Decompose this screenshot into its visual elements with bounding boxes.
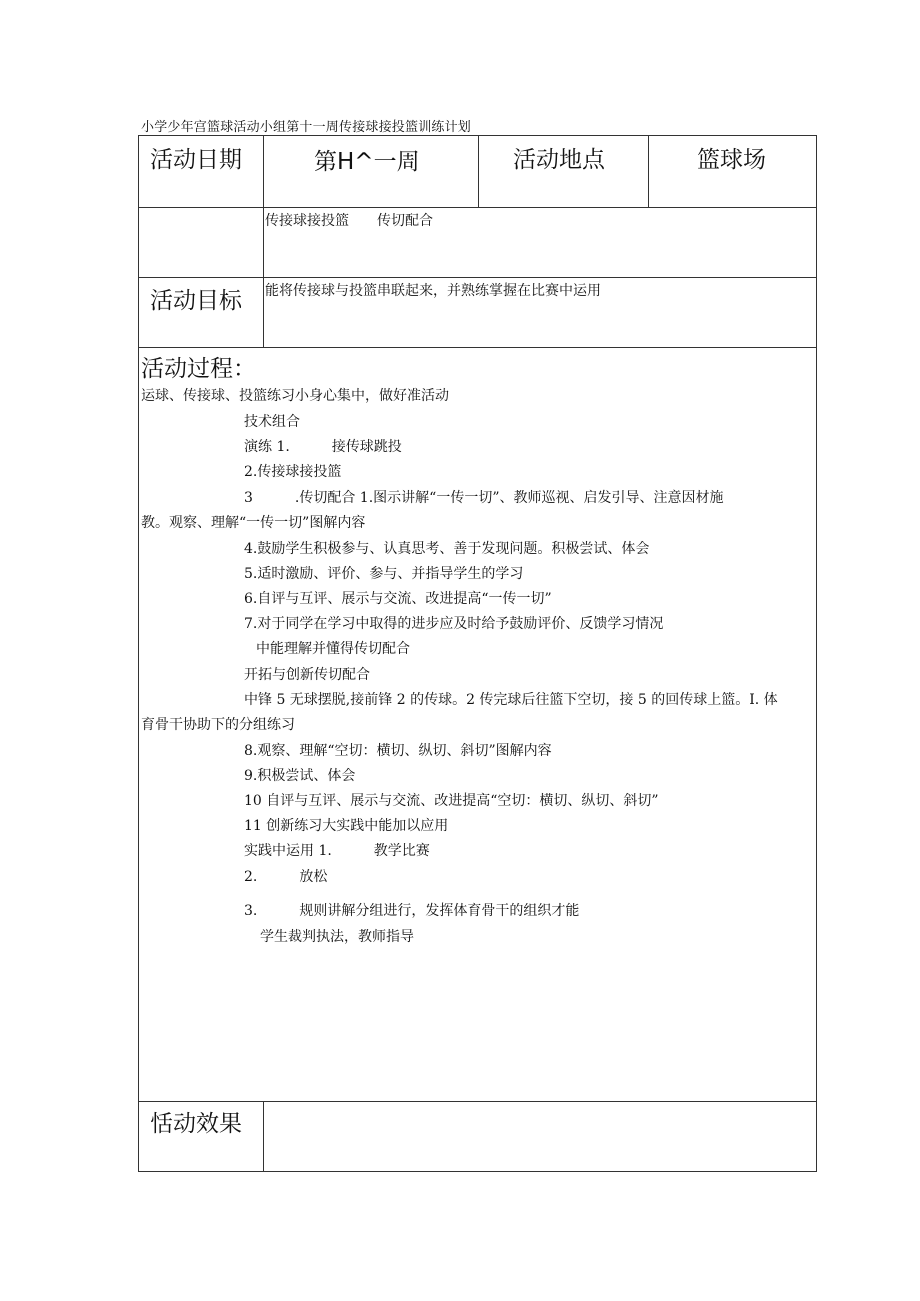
process-line: 技术组合	[244, 414, 300, 430]
col-divider-place-label	[478, 135, 479, 207]
process-label: 活动过程：	[141, 356, 256, 382]
process-line: 3. 规则讲解分组进行，发挥体育骨干的组织才能	[244, 903, 580, 919]
process-line: 6.自评与互评、展示与交流、改进提高“一传一切”	[244, 591, 552, 607]
document-title: 小学少年宫篮球活动小组第十一周传接球接投篮训练计划	[141, 120, 472, 135]
process-line: 7.对于同学在学习中取得的进步应及时给予鼓励评价、反馈学习情况	[244, 616, 664, 632]
process-line: 实践中运用 1. 教学比赛	[244, 843, 430, 859]
date-value: 第H^一周	[314, 149, 420, 175]
process-line: 5.适时激励、评价、参与、并指导学生的学习	[244, 566, 524, 582]
col-divider-label-top	[263, 135, 264, 347]
table-border-right	[816, 135, 817, 1172]
table-border-left	[138, 135, 139, 1172]
process-line: 开拓与创新传切配合	[244, 667, 370, 683]
goal-value: 能将传接球与投篮串联起来，并熟练掌握在比赛中运用	[265, 283, 601, 299]
process-line: 运球、传接球、投篮练习小身心集中，做好准活动	[141, 388, 449, 404]
date-label: 活动日期	[150, 147, 242, 173]
process-line: 演练 1. 接传球跳投	[244, 439, 402, 455]
col-divider-place-value	[648, 135, 649, 207]
goal-label: 活动目标	[150, 288, 242, 314]
process-line: 3 .传切配合 1.图示讲解“一传一切”、教师巡视、启发引导、注意因材施	[244, 490, 724, 506]
process-line: 中锋 5 无球摆脱,接前锋 2 的传球。2 传完球后往篮下空切，接 5 的回传球上篮。I. 体	[244, 692, 778, 708]
row-divider-4	[138, 1101, 817, 1102]
col-divider-label-bottom	[263, 1101, 264, 1171]
process-line: 2.传接球接投篮	[244, 464, 342, 480]
effect-label: 恬动效果	[150, 1111, 242, 1137]
process-line: 教。观察、理解“一传一切”图解内容	[141, 515, 366, 531]
place-value: 篮球场	[697, 147, 766, 173]
process-line: 育骨干协助下的分组练习	[141, 717, 295, 733]
row-divider-3	[138, 347, 817, 348]
process-line: 4.鼓励学生积极参与、认真思考、善于发现问题。积极尝试、体会	[244, 541, 650, 557]
row-divider-2	[138, 277, 817, 278]
process-line: 中能理解并懂得传切配合	[256, 641, 410, 657]
process-line: 学生裁判执法，教师指导	[260, 929, 414, 945]
process-line: 11 创新练习大实践中能加以应用	[244, 818, 449, 834]
place-label: 活动地点	[513, 147, 605, 173]
row-divider-1	[138, 207, 817, 208]
table-border-bottom	[138, 1171, 817, 1172]
process-line: 2. 放松	[244, 869, 328, 885]
process-line: 8.观察、理解“空切：横切、纵切、斜切”图解内容	[244, 743, 552, 759]
process-line: 10 自评与互评、展示与交流、改进提高“空切：横切、纵切、斜切”	[244, 793, 659, 809]
content-value: 传接球接投篮 传切配合	[265, 213, 433, 229]
process-line: 9.积极尝试、体会	[244, 768, 356, 784]
